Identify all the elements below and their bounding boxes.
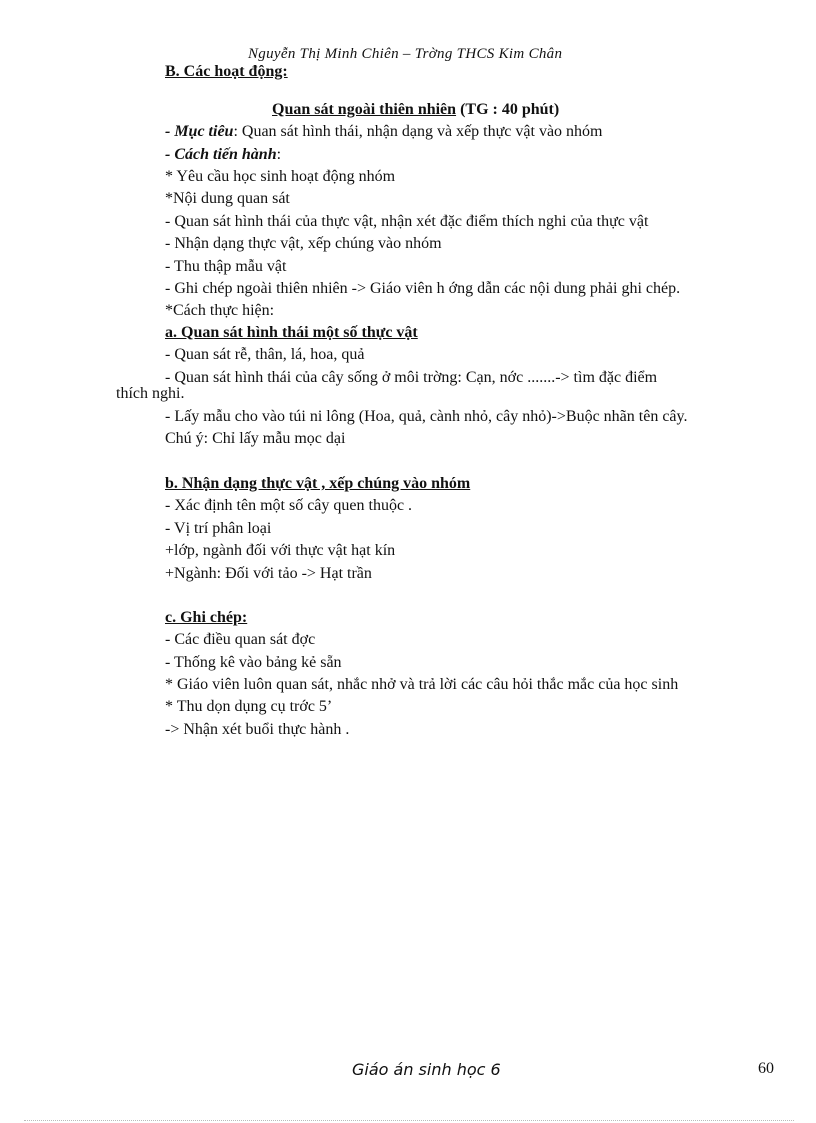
objective-line (165, 122, 602, 142)
method-label: - Cách tiến hành (165, 146, 277, 163)
section-title: B. Các hoạt động: (165, 63, 288, 80)
text-line: *Nội dung quan sát (165, 190, 290, 207)
objective-label: - Mục tiêu (165, 123, 234, 140)
page-header: Nguyễn Thị Minh Chiên – Trờng THCS Kim Chân (248, 46, 563, 62)
objective-text: : Quan sát hình thái, nhận dạng và xếp thực vật vào nhóm (233, 123, 603, 140)
list-item: +Ngành: Đối với tảo -> Hạt trần (165, 565, 372, 582)
list-item: - Các điều quan sát đợc (165, 631, 316, 648)
part-c-heading: c. Ghi chép: (165, 609, 248, 626)
method-line (165, 145, 281, 165)
list-item: - Xác định tên một số cây quen thuộc . (165, 497, 413, 514)
list-item: - Vị trí phân loại (165, 520, 272, 537)
list-item: - Lấy mẫu cho vào túi ni lông (Hoa, quả, cành nhỏ, cây nhỏ)->Buộc nhãn tên cây. (165, 408, 688, 425)
page-number: 60 (758, 1060, 774, 1077)
list-item: * Giáo viên luôn quan sát, nhắc nhở và trả lời các câu hỏi thắc mắc của học sinh (165, 676, 679, 693)
list-item-continuation: thích nghi. (116, 385, 185, 402)
page-bottom-divider (24, 1120, 794, 1121)
text-line: * Yêu cầu học sinh hoạt động nhóm (165, 168, 396, 185)
footer-title: Giáo án sinh học 6 (352, 1060, 501, 1079)
part-b-heading: b. Nhận dạng thực vật , xếp chúng vào nhóm (165, 475, 471, 492)
text-line: - Ghi chép ngoài thiên nhiên -> Giáo viên h ớng dẫn các nội dung phải ghi chép. (165, 280, 681, 297)
list-item: - Quan sát rễ, thân, lá, hoa, quả (165, 346, 365, 363)
list-item: - Quan sát hình thái của cây sống ở môi trờng: Cạn, nớc .......-> tìm đặc điểm (165, 369, 658, 386)
text-line: *Cách thực hiện: (165, 302, 275, 319)
text-line: - Nhận dạng thực vật, xếp chúng vào nhóm (165, 235, 442, 252)
text-line: - Thu thập mẫu vật (165, 258, 287, 275)
method-colon: : (276, 146, 282, 163)
list-item: * Thu dọn dụng cụ trớc 5’ (165, 698, 333, 715)
list-item: +lớp, ngành đối với thực vật hạt kín (165, 542, 396, 559)
text-line: - Quan sát hình thái của thực vật, nhận xét đặc điểm thích nghi của thực vật (165, 213, 649, 230)
activity-time: (TG : 40 phút) (456, 101, 560, 118)
list-item: -> Nhận xét buổi thực hành . (165, 721, 350, 738)
list-item: - Thống kê vào bảng kẻ sẵn (165, 654, 342, 671)
part-a-heading: a. Quan sát hình thái một số thực vật (165, 324, 418, 341)
activity-title: Quan sát ngoài thiên nhiên (272, 101, 457, 118)
activity-heading (272, 100, 559, 120)
note-line: Chú ý: Chỉ lấy mẫu mọc dại (165, 430, 346, 447)
